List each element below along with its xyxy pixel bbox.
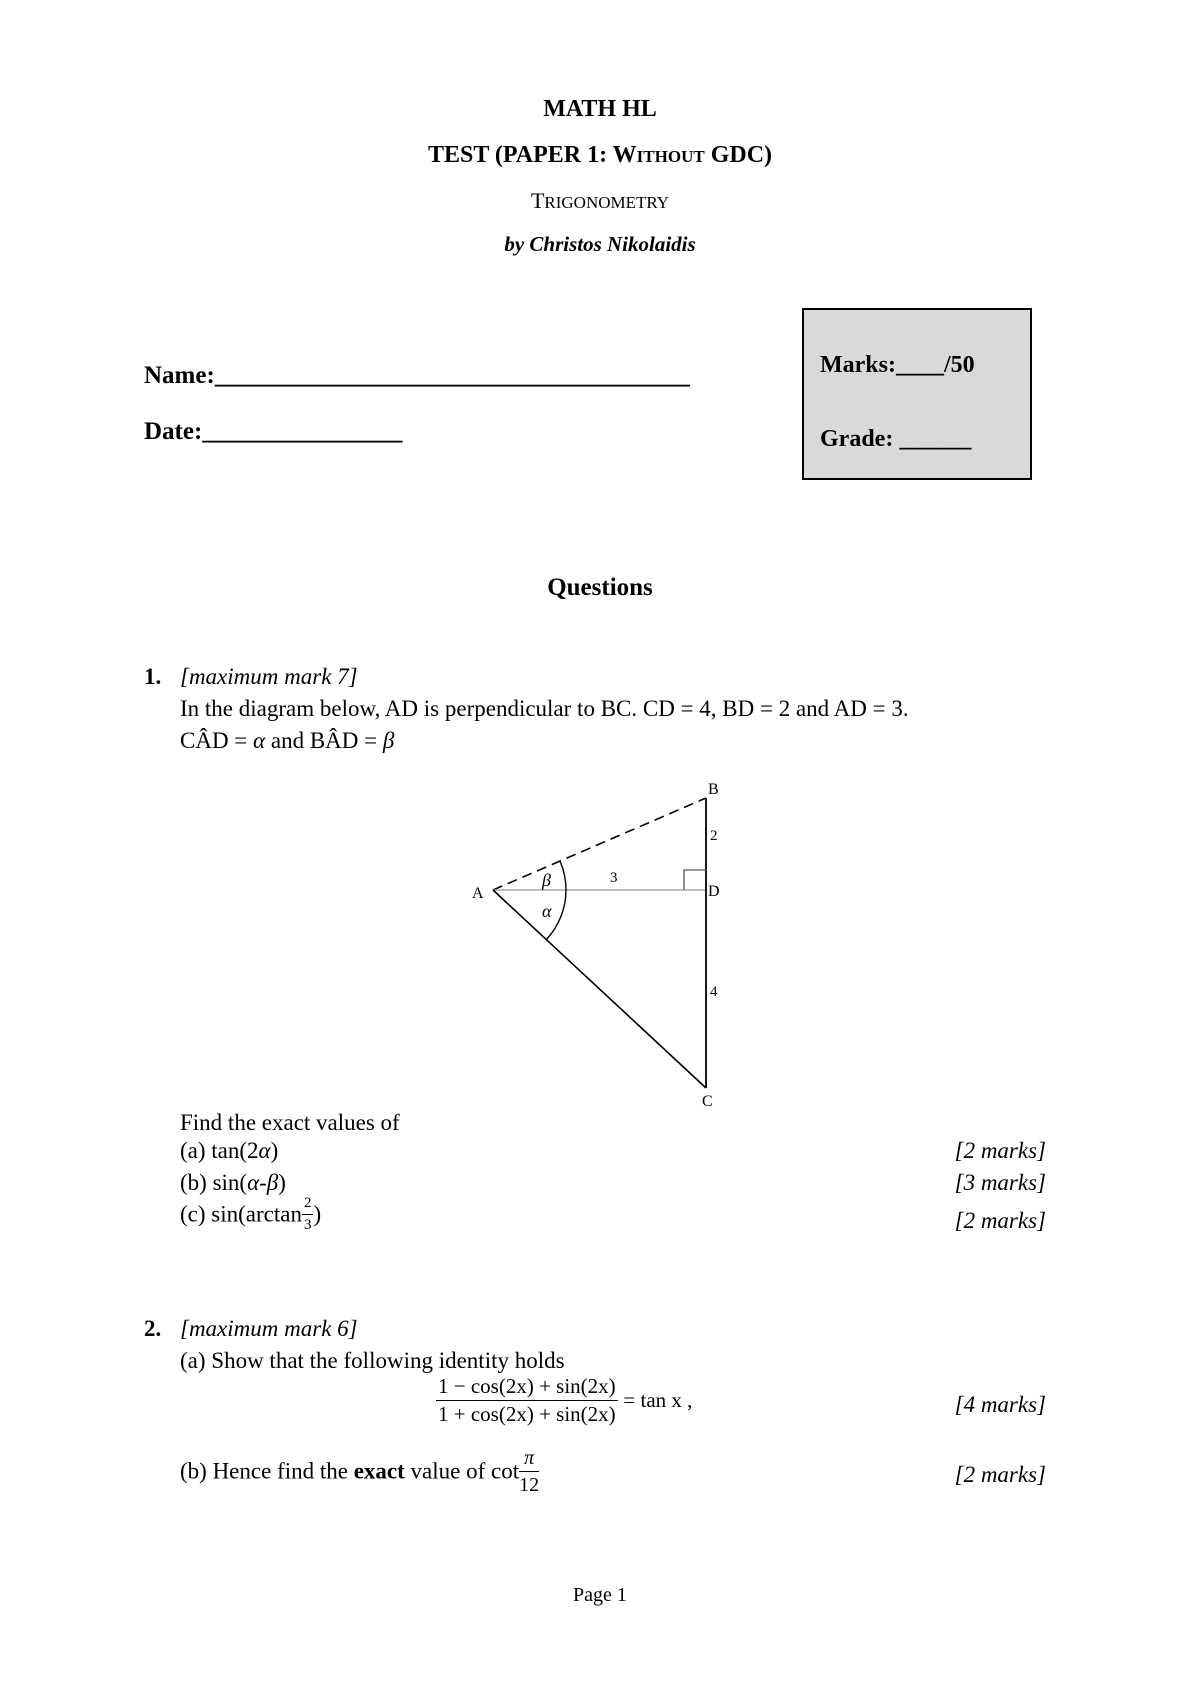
side-AC: [493, 890, 706, 1088]
page-number: Page 1: [573, 1584, 627, 1606]
q1-part-b: [180, 1170, 286, 1196]
test-title-small: ITHOUT: [636, 147, 705, 166]
angle-alpha-label: α: [542, 901, 552, 921]
q1-part-a-var: α: [258, 1138, 271, 1163]
marks-total: /50: [943, 352, 975, 378]
angle-beta-label: β: [542, 870, 551, 890]
q1-part-a: [180, 1138, 278, 1164]
course-title: MATH HL: [543, 96, 657, 122]
date-line[interactable]: ________________: [202, 418, 403, 445]
q2-part-b-text2: value of cot: [404, 1458, 520, 1484]
questions-heading: Questions: [547, 574, 653, 601]
q1-max-mark: [maximum mark 7]: [180, 664, 358, 689]
length-BD: 2: [710, 828, 718, 844]
topic-rest: RIGONOMETRY: [544, 193, 670, 212]
q1-part-a-label: (a) tan(2: [180, 1138, 259, 1163]
q2-identity-rhs: = tan x ,: [623, 1388, 693, 1412]
test-title-prefix: TEST (PAPER 1: W: [427, 142, 637, 168]
q1-alpha: α: [253, 728, 266, 753]
author: by Christos Nikolaidis: [504, 232, 696, 256]
q2-number: 2.: [144, 1316, 162, 1341]
q1-part-c-den: 3: [303, 1217, 312, 1233]
beta-arc: [560, 861, 566, 890]
q1-part-a-tail: ): [270, 1138, 279, 1163]
right-angle-mark: [684, 870, 706, 890]
q2-part-b-num: π: [519, 1448, 539, 1472]
label-A: A: [472, 885, 484, 902]
label-B: B: [708, 781, 719, 798]
q2-part-b-text1: (b) Hence find the: [180, 1458, 354, 1484]
q1-part-c-marks: [2 marks]: [954, 1208, 1046, 1233]
grade-line[interactable]: ______: [899, 426, 972, 452]
q1-part-b-label: (b) sin(: [180, 1170, 248, 1195]
q1-part-b-marks: [3 marks]: [954, 1170, 1046, 1195]
topic-first-letter: T: [530, 188, 545, 213]
q2-part-b-fraction: [519, 1448, 539, 1495]
side-AB: [493, 798, 706, 890]
q1-part-c-tail: ): [313, 1201, 322, 1227]
q2-identity-den: 1 + cos(2x) + sin(2x): [438, 1402, 616, 1426]
name-label: Name:: [144, 362, 215, 389]
q2-part-b-den: 12: [519, 1474, 540, 1496]
marks-line[interactable]: ____: [895, 352, 944, 378]
q1-part-a-marks: [2 marks]: [954, 1138, 1046, 1163]
label-C: C: [702, 1093, 713, 1110]
q1-prompt: Find the exact values of: [180, 1110, 400, 1135]
q1-part-c: [180, 1196, 321, 1233]
q2-identity-fraction: [436, 1376, 618, 1425]
q1-part-c-num: 2: [302, 1196, 314, 1215]
name-line[interactable]: ______________________________________: [214, 362, 690, 389]
q2-part-b-bold: exact: [353, 1458, 405, 1484]
q2-identity: [436, 1376, 692, 1425]
q1-line2-a: CÂD =: [180, 728, 254, 753]
length-CD: 4: [710, 984, 718, 1000]
label-D: D: [708, 883, 720, 900]
q2-part-b-marks: [2 marks]: [954, 1462, 1046, 1487]
q2-part-a-text: (a) Show that the following identity holds: [180, 1348, 565, 1373]
q2-part-b: [180, 1448, 539, 1495]
q1-line2-b: and BÂD =: [265, 728, 383, 753]
q1-line1: In the diagram below, AD is perpendicular to BC. CD = 4, BD = 2 and AD = 3.: [180, 696, 909, 721]
test-title-suffix: GDC): [704, 142, 773, 168]
length-AD: 3: [610, 870, 618, 886]
date-label: Date:: [144, 418, 203, 445]
grade-label: Grade:: [820, 426, 900, 452]
q1-part-b-var: α-β: [247, 1170, 279, 1195]
q1-part-c-label: (c) sin(arctan: [180, 1201, 302, 1227]
q2-part-a-marks: [4 marks]: [954, 1392, 1046, 1417]
q1-number: 1.: [144, 664, 162, 689]
q1-beta: β: [382, 728, 395, 753]
q2-identity-num: 1 − cos(2x) + sin(2x): [436, 1376, 618, 1401]
q1-part-b-tail: ): [278, 1170, 286, 1195]
q2-max-mark: [maximum mark 6]: [180, 1316, 358, 1341]
marks-label: Marks:: [820, 352, 896, 378]
q1-part-c-fraction: [302, 1196, 314, 1233]
